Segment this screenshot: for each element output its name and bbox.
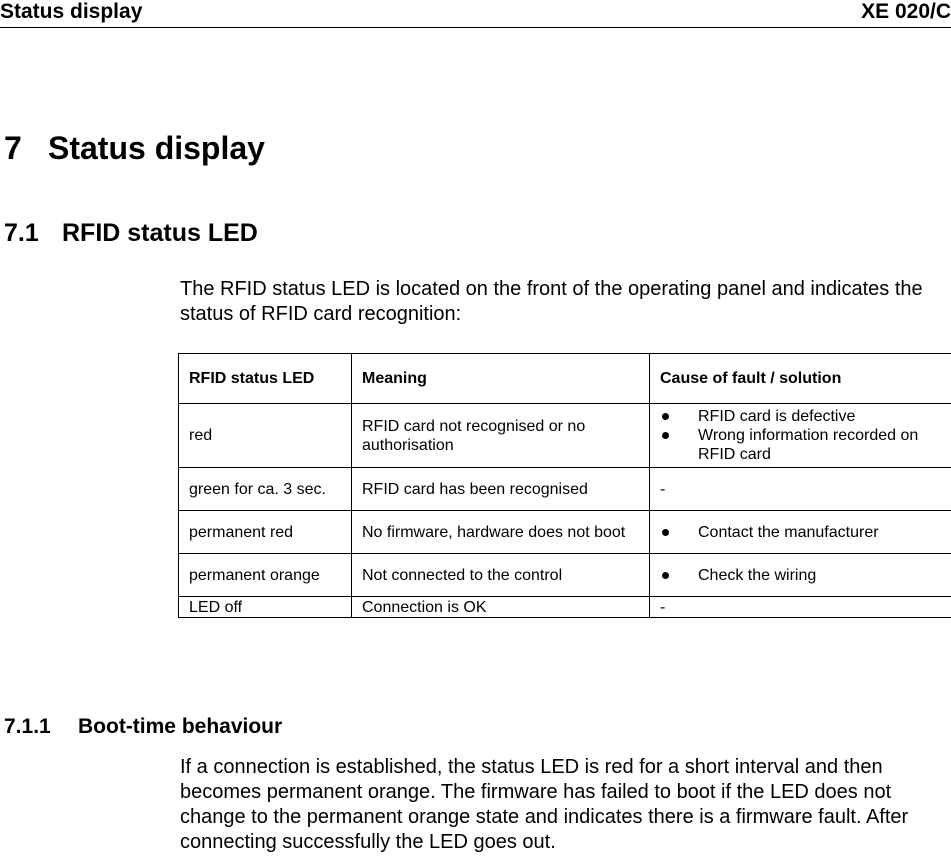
subsubsection-number: 7.1.1	[4, 715, 51, 738]
column-header-cause: Cause of fault / solution	[650, 354, 951, 404]
cause-text: Contact the manufacturer	[698, 523, 879, 541]
table-header-row	[179, 354, 951, 404]
cell-meaning: RFID card not recognised or no authorisation	[352, 404, 650, 468]
table-row	[179, 597, 951, 618]
boot-behaviour-paragraph: If a connection is established, the status LED is red for a short interval and then becomes permanent orange. The firmware has failed to boot if the LED does not change to the permanent orange state and indicates there is a firmware fault. After connecting successfully the LED goes out.	[180, 756, 909, 853]
section-title: Status display	[48, 130, 265, 166]
table-row	[179, 404, 951, 468]
cell-cause	[650, 404, 951, 468]
table-row	[179, 554, 951, 597]
subsubsection-heading	[4, 714, 282, 740]
cell-meaning: No firmware, hardware does not boot	[352, 511, 650, 554]
list-item	[660, 407, 941, 426]
header-document-code: XE 020/C	[861, 0, 951, 23]
bullet-icon	[662, 529, 669, 536]
cell-led: permanent red	[179, 511, 352, 554]
cell-meaning: RFID card has been recognised	[352, 468, 650, 511]
list-item	[660, 426, 941, 464]
cell-led: permanent orange	[179, 554, 352, 597]
subsubsection-title: Boot-time behaviour	[78, 715, 283, 738]
cell-cause	[650, 511, 951, 554]
cell-meaning: Not connected to the control	[352, 554, 650, 597]
cause-text: RFID card is defective	[698, 408, 856, 425]
cell-cause: -	[650, 597, 951, 618]
cell-cause: -	[650, 468, 951, 511]
cause-list	[660, 523, 941, 542]
table-row	[179, 468, 951, 511]
column-header-meaning: Meaning	[352, 354, 650, 404]
column-header-led: RFID status LED	[179, 354, 352, 404]
cell-meaning: Connection is OK	[352, 597, 650, 618]
subsection-number: 7.1	[4, 219, 39, 247]
bullet-icon	[662, 413, 669, 420]
section-heading	[4, 129, 265, 167]
led-status-table	[178, 353, 951, 618]
section-number: 7	[4, 130, 22, 166]
cause-list	[660, 407, 941, 464]
list-item	[660, 523, 941, 542]
subsection-title: RFID status LED	[62, 219, 258, 247]
page-header	[0, 0, 951, 28]
list-item	[660, 566, 941, 585]
cell-led: green for ca. 3 sec.	[179, 468, 352, 511]
cell-led: LED off	[179, 597, 352, 618]
cell-cause	[650, 554, 951, 597]
intro-paragraph: The RFID status LED is located on the front of the operating panel and indicates the status of RFID card recognition:	[180, 278, 923, 325]
bullet-icon	[662, 572, 669, 579]
cause-text: Wrong information recorded on RFID card	[698, 427, 919, 463]
subsection-heading	[4, 218, 258, 248]
cell-led: red	[179, 404, 352, 468]
cause-text: Check the wiring	[698, 566, 817, 584]
cause-list	[660, 566, 941, 585]
table-row	[179, 511, 951, 554]
header-chapter-title: Status display	[0, 0, 143, 23]
bullet-icon	[662, 432, 669, 439]
